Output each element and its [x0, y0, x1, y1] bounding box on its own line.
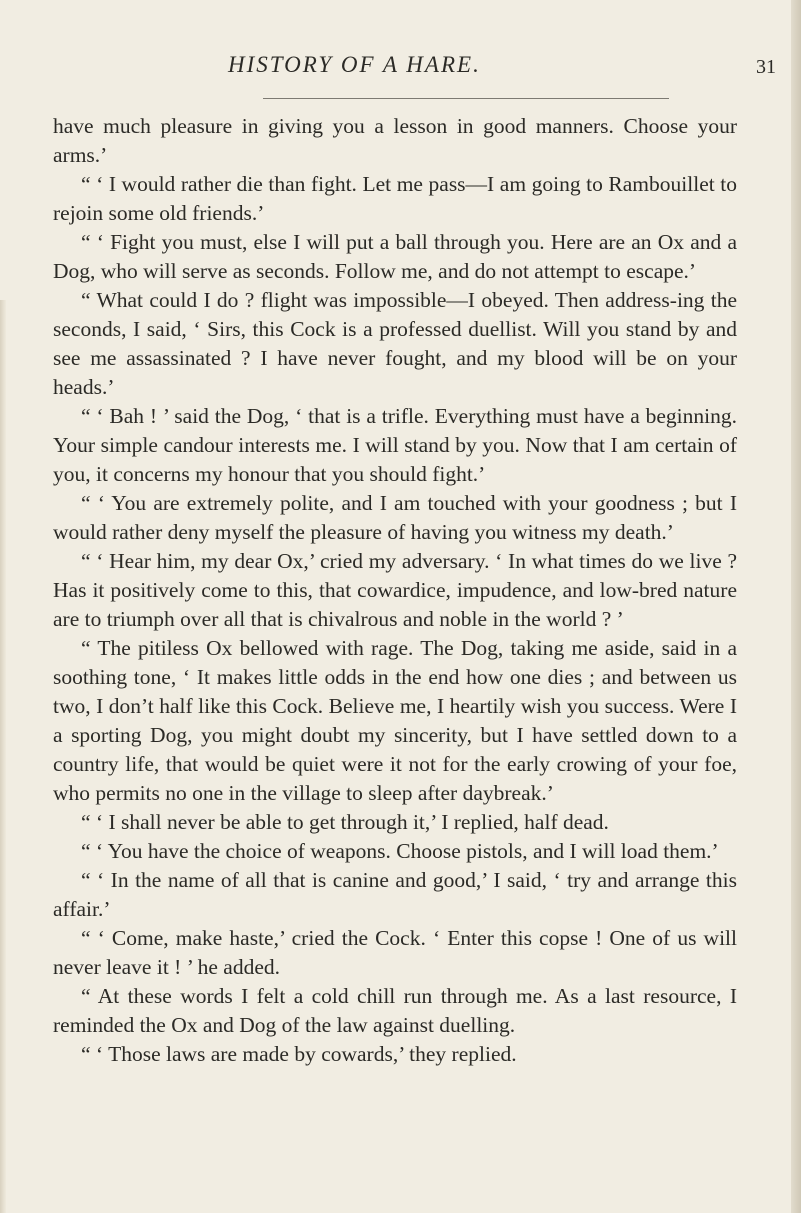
header-rule [263, 98, 669, 99]
paragraph: “ What could I do ? flight was impossible—I obeyed. Then address-ing the seconds, I said, ‘ Sirs, this Cock is a professed duellist. Will you stand by and see me assassinated ? I have never fought, and my blood will be on your heads.’ [53, 288, 737, 399]
paragraph: “ ‘ Those laws are made by cowards,’ they replied. [81, 1042, 517, 1066]
paragraph: “ ‘ You are extremely polite, and I am touched with your goodness ; but I would rather deny myself the pleasure of having you witness my death.’ [53, 491, 737, 544]
paragraph: “ The pitiless Ox bellowed with rage. The Dog, taking me aside, said in a soothing tone, ‘ It makes little odds in the end how one dies ; and between us two, I don’t half like this Cock. Believe me, I heartily wish you success. Were I a sporting Dog, you might doubt my sincerity, but I have settled down to a country life, that would be quiet were it not for the early crowing of your foe, who permits no one in the village to sleep after daybreak.’ [53, 636, 737, 805]
paragraph: “ ‘ Hear him, my dear Ox,’ cried my adversary. ‘ In what times do we live ? Has it positively come to this, that cowardice, impudence, and low-bred nature are to triumph over all that is chivalrous and noble in the world ? ’ [53, 549, 737, 631]
paragraph: “ ‘ Bah ! ’ said the Dog, ‘ that is a trifle. Everything must have a beginning. Your simple candour interests me. I will stand by you. Now that I am certain of you, it concerns my honour that you should fight.’ [53, 404, 737, 486]
paragraph: “ ‘ You have the choice of weapons. Choose pistols, and I will load them.’ [81, 839, 719, 863]
paragraph: “ ‘ I would rather die than fight. Let me pass—I am going to Rambouillet to rejoin some old friends.’ [53, 172, 737, 225]
paragraph: “ At these words I felt a cold chill run through me. As a last resource, I reminded the Ox and Dog of the law against duelling. [53, 984, 737, 1037]
running-header-title: HISTORY OF A HARE. [228, 52, 481, 77]
page-number: 31 [756, 56, 776, 78]
page-edge-left [0, 300, 6, 1213]
paragraph: “ ‘ Come, make haste,’ cried the Cock. ‘ Enter this copse ! One of us will never leave it ! ’ he added. [53, 926, 737, 979]
paragraph: “ ‘ In the name of all that is canine and good,’ I said, ‘ try and arrange this affair.’ [53, 868, 737, 921]
paragraph: “ ‘ I shall never be able to get through it,’ I replied, half dead. [81, 810, 609, 834]
body-text [53, 112, 737, 1069]
paragraph: have much pleasure in giving you a lesson in good manners. Choose your arms.’ [53, 114, 737, 167]
paragraph: “ ‘ Fight you must, else I will put a ball through you. Here are an Ox and a Dog, who will serve as seconds. Follow me, and do not attempt to escape.’ [53, 230, 737, 283]
page-edge-right [791, 0, 801, 1213]
